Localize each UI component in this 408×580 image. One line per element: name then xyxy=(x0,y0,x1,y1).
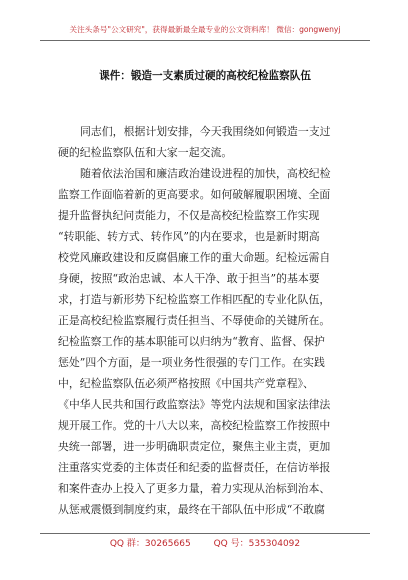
document-body xyxy=(58,121,358,520)
body-line: 《中华人民共和国行政监察法》等党内法规和国家法律法 xyxy=(58,398,331,411)
body-line: 监察工作面临着新的更高要求。如何破解履职困境、全面 xyxy=(58,188,331,201)
body-line: 随着依法治国和廉洁政治建设进程的加快，高校纪检 xyxy=(80,167,331,180)
header-promo-note: 关注头条号"公文研究"，获得最新最全最专业的公文资料库！ 微信：gongwenyj xyxy=(69,25,341,34)
footer-divider xyxy=(40,533,370,534)
body-line: 纪检监察工作的基本职能可以归纳为“教育、监督、保护 xyxy=(58,335,325,348)
body-line: 硬的纪检监察队伍和大家一起交流。 xyxy=(58,146,233,159)
body-line: 同志们，根据计划安排，今天我围绕如何锻造一支过 xyxy=(80,125,331,138)
body-line: 惩处”四个方面，是一项业务性很强的专门工作。在实践 xyxy=(58,356,325,369)
body-line: 身硬，按照“政治忠诚、本人干净、敢于担当”的基本要 xyxy=(58,272,320,285)
body-line: 求，打造与新形势下纪检监察工作相匹配的专业化队伍， xyxy=(58,293,331,306)
footer-qq-group: QQ 群：30265665 xyxy=(109,539,191,549)
body-line: 从惩戒震慑到制度约束，最终在干部队伍中形成“不敢腐 xyxy=(58,503,325,516)
body-line: 注重落实党委的主体责任和纪委的监督责任，在信访举报 xyxy=(58,461,331,474)
body-line: 中，纪检监察队伍必须严格按照《中国共产党章程》、 xyxy=(58,377,314,390)
body-line: 和案件查办上投入了更多力量，着力实现从治标到治本、 xyxy=(58,482,331,495)
header-divider xyxy=(40,40,370,41)
document-title: 课件：锻造一支素质过硬的高校纪检监察队伍 xyxy=(99,70,311,82)
body-line: 央统一部署，进一步明确职责定位，聚焦主业主责，更加 xyxy=(58,440,331,453)
footer-contact xyxy=(40,536,370,549)
body-line: “转职能、转方式、转作风”的内在要求，也是新时期高 xyxy=(58,230,320,243)
body-line: 正是高校纪检监察履行责任担当、不辱使命的关键所在。 xyxy=(58,314,331,327)
body-line: 规开展工作。党的十八大以来，高校纪检监察工作按照中 xyxy=(58,419,331,432)
footer-qq-number: QQ 号：535304092 xyxy=(213,539,301,549)
body-line: 校党风廉政建设和反腐倡廉工作的重大命题。纪检远需自 xyxy=(58,251,331,264)
body-line: 提升监督执纪问责能力，不仅是高校纪检监察工作实现 xyxy=(58,209,320,222)
